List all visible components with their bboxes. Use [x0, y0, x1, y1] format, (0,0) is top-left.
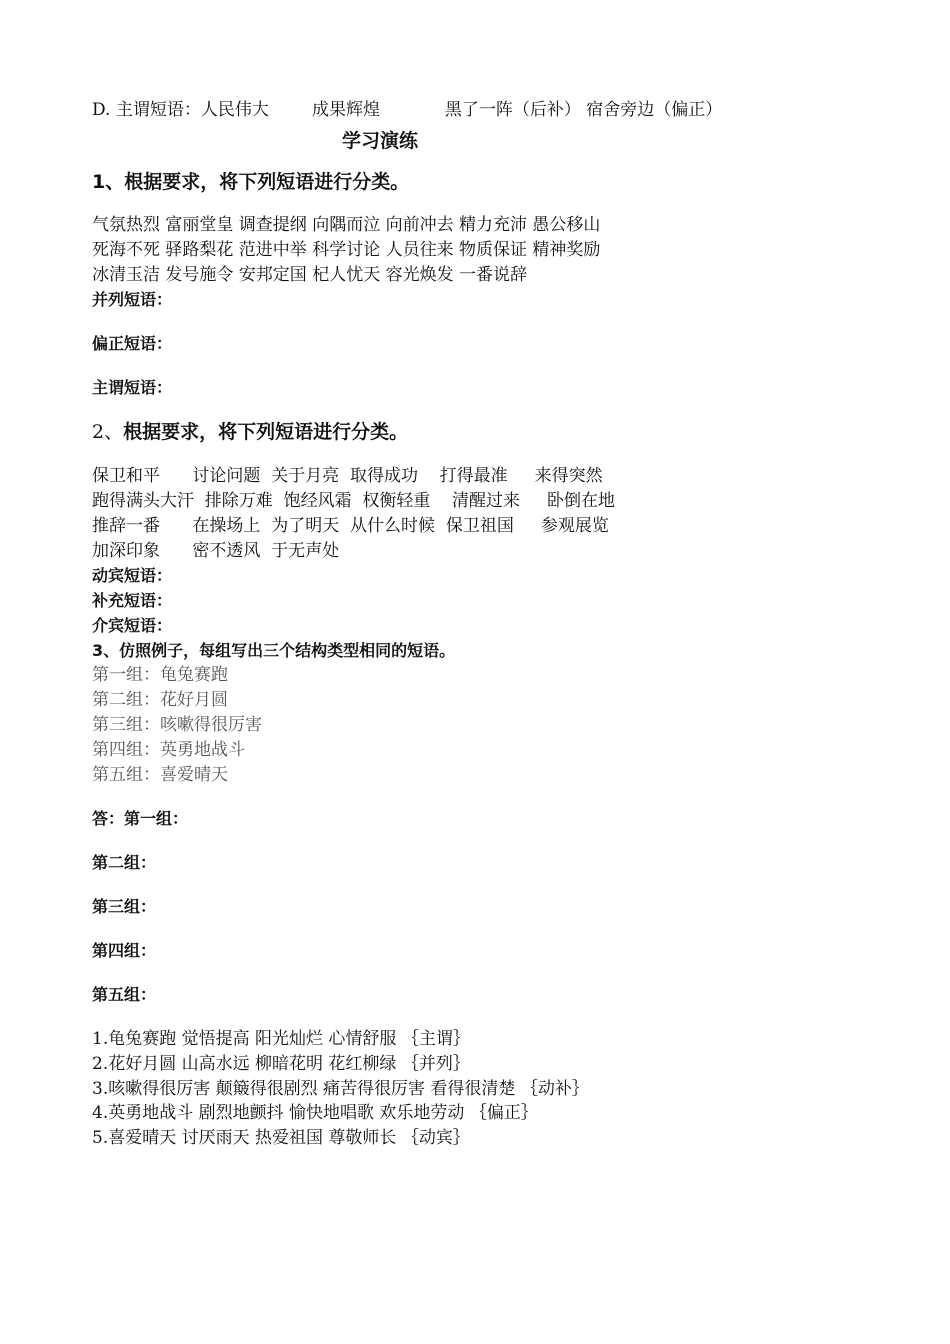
q2-line-2: 跑得满头大汗 排除万难 饱经风霜 权衡轻重 清醒过来 卧倒在地: [92, 491, 616, 511]
q2-heading: [92, 421, 408, 443]
q2-line-1: 保卫和平 讨论问题 关于月亮 取得成功 打得最准 来得突然: [92, 466, 603, 486]
key-line-5: 5.喜爱晴天 讨厌雨天 热爱祖国 尊敬师长 ｛动宾｝: [92, 1128, 470, 1148]
q3-answer-group-1: 答：第一组：: [92, 809, 189, 828]
q3-group-2: 第二组：花好月圆: [92, 690, 228, 710]
q3-group-5: 第五组：喜爱晴天: [92, 765, 228, 785]
q3-answer-group-5: 第五组：: [92, 985, 157, 1004]
q2-answer-preposition: 介宾短语：: [92, 616, 173, 635]
key-line-3: 3.咳嗽得很厉害 颠簸得很剧烈 痛苦得很厉害 看得很清楚 ｛动补｝: [92, 1079, 589, 1099]
q3-answer-group-2: 第二组：: [92, 853, 157, 872]
key-line-4: 4.英勇地战斗 剧烈地颤抖 愉快地唱歌 欢乐地劳动 ｛偏正｝: [92, 1103, 538, 1123]
q1-answer-modifier: 偏正短语：: [92, 334, 173, 353]
q3-group-3: 第三组：咳嗽得很厉害: [92, 715, 262, 735]
q2-line-3: 推辞一番 在操场上 为了明天 从什么时候 保卫祖国 参观展览: [92, 516, 609, 536]
q2-answer-complement: 补充短语：: [92, 591, 173, 610]
q1-line-2: 死海不死 驿路梨花 范进中举 科学讨论 人员往来 物质保证 精神奖励: [92, 240, 601, 260]
q3-answer-group-4: 第四组：: [92, 941, 157, 960]
q2-line-4: 加深印象 密不透风 于无声处: [92, 541, 340, 561]
intro-line: D. 主谓短语：人民伟大 成果辉煌 黑了一阵（后补） 宿舍旁边（偏正）: [92, 100, 723, 120]
q3-group-1: 第一组：龟兔赛跑: [92, 665, 228, 685]
q1-answer-subject-predicate: 主谓短语：: [92, 378, 173, 397]
q3-heading: 3、仿照例子，每组写出三个结构类型相同的短语。: [92, 641, 456, 660]
key-line-2: 2.花好月圆 山高水远 柳暗花明 花红柳绿 ｛并列｝: [92, 1054, 470, 1074]
q2-answer-verb-object: 动宾短语：: [92, 566, 173, 585]
section-title: 学习演练: [341, 130, 418, 152]
key-line-1: 1.龟兔赛跑 觉悟提高 阳光灿烂 心情舒服 ｛主谓｝: [92, 1029, 470, 1049]
q3-answer-group-3: 第三组：: [92, 897, 157, 916]
q1-line-3: 冰清玉洁 发号施令 安邦定国 杞人忧天 容光焕发 一番说辞: [92, 265, 528, 285]
q3-group-4: 第四组：英勇地战斗: [92, 740, 245, 760]
q2-number: 2、: [92, 421, 124, 443]
q1-answer-parallel: 并列短语：: [92, 290, 173, 309]
q1-heading: 1、根据要求，将下列短语进行分类。: [92, 171, 410, 193]
q1-line-1: 气氛热烈 富丽堂皇 调查提纲 向隅而泣 向前冲去 精力充沛 愚公移山: [92, 215, 601, 235]
q2-heading-text: 根据要求，将下列短语进行分类。: [123, 421, 409, 443]
